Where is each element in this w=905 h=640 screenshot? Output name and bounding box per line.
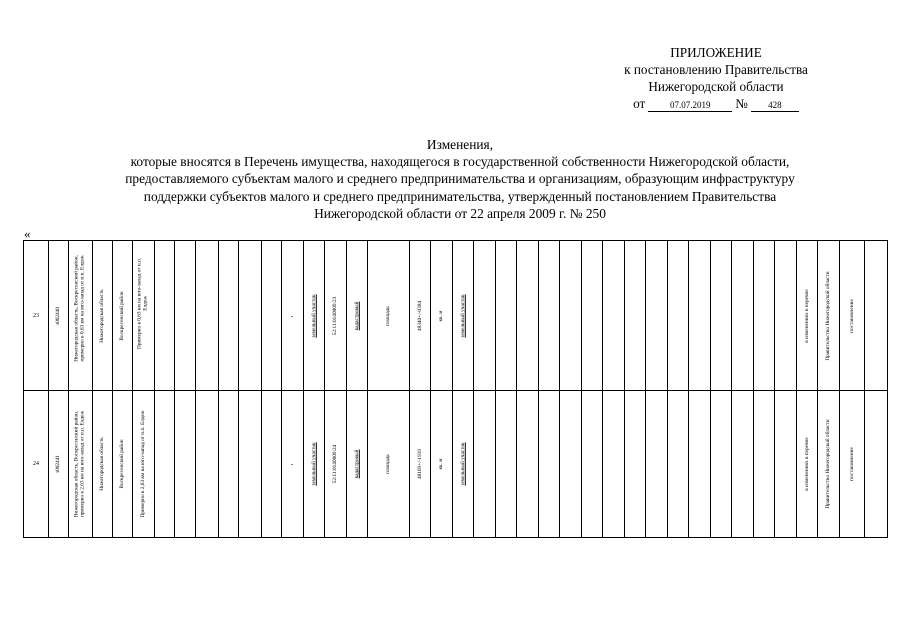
object-type: земельный участок <box>310 442 317 486</box>
document-heading <box>50 136 870 222</box>
area-value: 48169+/-1919 <box>416 448 423 480</box>
heading-line-3: предоставляемого субъектам малого и среднего предпринимательства и организациям, образующим инфраструктуру <box>125 171 795 187</box>
object-address: Нижегородская область, Воскресенский район, примерно в 0,63 км на юго-запад от н.п. Елдеж <box>73 255 86 362</box>
resolution-number: 428 <box>751 100 799 112</box>
opening-quote: « <box>24 226 31 241</box>
heading-line-1: Изменения, <box>426 137 494 152</box>
object-address: Нижегородская область, Воскресенский район, примерно в 2,63 км на юго-запад от н.п. Елдеж <box>73 410 86 518</box>
authority-name: Правительство Нижегородской области <box>824 270 831 361</box>
object-code: з002440 <box>54 306 61 325</box>
location-description: Примерно в 2,63 км на юго-запад от н.п. Елдеж <box>139 410 146 518</box>
appendix-line-1: к постановлению Правительства <box>624 62 808 77</box>
cadastral-number: 52:11:0140009:23 <box>331 296 338 335</box>
document-type: постановление <box>848 298 855 333</box>
authority-name: Правительство Нижегородской области <box>824 419 831 509</box>
region-name: Нижегородская область <box>98 288 105 343</box>
cadastral-number: 52:11:0140009:24 <box>331 444 338 484</box>
appendix-header <box>585 44 847 112</box>
appendix-title: ПРИЛОЖЕНИЕ <box>670 45 762 60</box>
area-unit: кв. м <box>437 309 444 322</box>
document-type: постановление <box>848 447 855 481</box>
object-code: з002441 <box>54 455 61 473</box>
district-name: Воскресенский район <box>118 439 125 489</box>
change-note: в изменениях в перечне <box>803 288 810 343</box>
appendix-date-line <box>585 95 847 112</box>
resolution-date: 07.07.2019 <box>648 100 732 112</box>
area-label: площадь <box>384 454 391 474</box>
table-row <box>24 390 887 538</box>
area-unit: кв. м <box>437 458 444 470</box>
district-name: Воскресенский район <box>118 290 125 341</box>
region-name: Нижегородская область <box>98 437 105 491</box>
location-description: Примерно в 0,63 км на юго-запад от н.п. Елдеж <box>136 257 149 349</box>
cadastral-label: кадастровый <box>353 301 360 330</box>
area-value: 48340+/-0384 <box>416 300 423 331</box>
change-note: в изменениях в перечне <box>803 437 810 491</box>
empty-dash: - <box>290 460 294 468</box>
object-kind: земельный участок <box>459 442 466 486</box>
appendix-line-2: Нижегородской области <box>648 79 784 94</box>
empty-dash: - <box>290 311 294 320</box>
row-number: 24 <box>33 461 39 467</box>
heading-line-2: которые вносятся в Перечень имущества, находящегося в государственной собственности Нижегородской области, <box>130 154 790 170</box>
cadastral-label: кадастровый <box>353 449 360 479</box>
object-kind: земельный участок <box>459 293 466 338</box>
heading-line-4: поддержки субъектов малого и среднего предпринимательства, утвержденный постановлением Правительства <box>143 188 777 204</box>
from-label: от <box>633 96 646 111</box>
property-table <box>23 240 888 538</box>
table-row <box>24 241 887 391</box>
area-label: площадь <box>384 305 391 326</box>
number-label: № <box>735 96 748 111</box>
object-type: земельный участок <box>310 293 317 338</box>
row-number: 23 <box>33 312 39 319</box>
heading-line-5: Нижегородской области от 22 апреля 2009 г. № 250 <box>314 205 606 221</box>
